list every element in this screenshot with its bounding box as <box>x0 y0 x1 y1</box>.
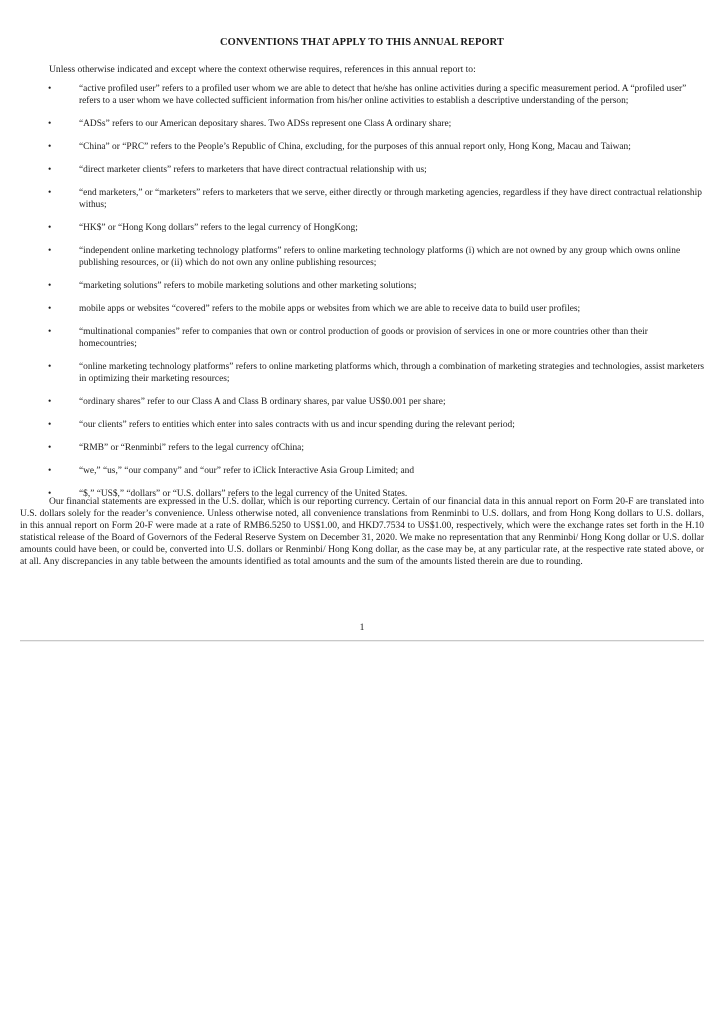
bullet-icon: • <box>48 223 52 233</box>
list-item <box>0 280 724 292</box>
list-item <box>0 419 724 431</box>
list-item-text: mobile apps or websites “covered” refers to the mobile apps or websites from which we are able to receive data to build user profiles; <box>79 304 581 314</box>
list-item <box>0 141 724 153</box>
bullet-icon: • <box>48 188 52 198</box>
list-item-text: “end marketers,” or “marketers” refers to marketers that we serve, either directly or through marketing agencies, regardless if they have direct contractual relationship withus; <box>79 188 702 210</box>
list-item-text: “direct marketer clients” refers to marketers that have direct contractual relationship with us; <box>79 165 427 175</box>
list-item-text: “ADSs” refers to our American depositary shares. Two ADSs represent one Class A ordinary share; <box>79 119 452 129</box>
list-item <box>0 303 724 315</box>
page-title: CONVENTIONS THAT APPLY TO THIS ANNUAL REPORT <box>220 37 504 48</box>
currency-conventions-paragraph: Our financial statements are expressed in the U.S. dollar, which is our reporting currency. Certain of our financial data in this annual report on Form 20-F are translated into U.S. dollars solely for the reader’s convenience. Unless otherwise noted, all convenience translations from Renminbi to U.S. dollars, and from Hong Kong dollars to U.S. dollars, in this annual report on Form 20-F were made at a rate of RMB6.5250 to US$1.00, and HKD7.7534 to US$1.00, respectively, which were the exchange rates set forth in the H.10 statistical release of the Board of Governors of the Federal Reserve System on December 31, 2020. We make no representation that any Renminbi/ Hong Kong dollar or U.S. dollar amounts could have been, or could be, converted into U.S. dollars or Renminbi/ Hong Kong dollar, as the case may be, at any particular rate, at the respective rate stated above, or at all. Any discrepancies in any table between the amounts identified as total amounts and the sum of the amounts listed therein are due to rounding. <box>20 497 704 567</box>
bullet-icon: • <box>48 165 52 175</box>
list-item-text: “ordinary shares” refer to our Class A and Class B ordinary shares, par value US$0.001 per share; <box>79 397 446 407</box>
list-item-text: “marketing solutions” refers to mobile marketing solutions and other marketing solutions; <box>79 281 417 291</box>
list-item <box>0 396 724 408</box>
bullet-icon: • <box>48 397 52 407</box>
list-item-text: “multinational companies” refer to companies that own or control production of goods or provision of services in one or more countries other than their homecountries; <box>79 327 648 349</box>
list-item-text: “online marketing technology platforms” refers to online marketing platforms which, through a combination of marketing strategies and technologies, assist marketers in optimizing their marketing resources; <box>79 362 705 384</box>
list-item <box>0 326 724 350</box>
list-item-text: “independent online marketing technology platforms” refers to online marketing technology platforms (i) which are not owned by any group which owns online publishing resources, or (ii) which do not own any online publishing resources; <box>79 246 681 268</box>
list-item <box>0 465 724 477</box>
bullet-icon: • <box>48 443 52 453</box>
list-item-text: “we,” “us,” “our company” and “our” refer to iClick Interactive Asia Group Limited; and <box>79 466 415 476</box>
bullet-icon: • <box>48 327 52 337</box>
list-item <box>0 83 724 107</box>
bullet-icon: • <box>48 304 52 314</box>
list-item <box>0 118 724 130</box>
bullet-icon: • <box>48 489 52 499</box>
bullet-icon: • <box>48 420 52 430</box>
list-item <box>0 187 724 211</box>
bullet-icon: • <box>48 119 52 129</box>
page-number: 1 <box>359 622 365 633</box>
bullet-icon: • <box>48 466 52 476</box>
list-item-text: “active profiled user” refers to a profiled user whom we are able to detect that he/she has online activities during a specific measurement period. A “profiled user” refers to a user whom we have collected sufficient information from his/her online activities to establish a descriptive understanding of the person; <box>79 84 687 106</box>
definitions-list <box>0 83 724 511</box>
list-item-text: “$,” “US$,” “dollars” or “U.S. dollars” refers to the legal currency of the United States. <box>79 489 408 499</box>
list-item-text: “RMB” or “Renminbi” refers to the legal currency ofChina; <box>79 443 304 453</box>
bullet-icon: • <box>48 142 52 152</box>
list-item <box>0 442 724 454</box>
footer-divider <box>20 640 704 641</box>
list-item <box>0 164 724 176</box>
intro-paragraph: Unless otherwise indicated and except where the context otherwise requires, references in this annual report to: <box>49 64 476 75</box>
bullet-icon: • <box>48 362 52 372</box>
list-item-text: “China” or “PRC” refers to the People’s Republic of China, excluding, for the purposes of this annual report only, Hong Kong, Macau and Taiwan; <box>79 142 631 152</box>
bullet-icon: • <box>48 246 52 256</box>
list-item <box>0 222 724 234</box>
list-item-text: “our clients” refers to entities which enter into sales contracts with us and incur spending during the relevant period; <box>79 420 515 430</box>
list-item <box>0 361 724 385</box>
bullet-icon: • <box>48 281 52 291</box>
list-item-text: “HK$” or “Hong Kong dollars” refers to the legal currency of HongKong; <box>79 223 358 233</box>
bullet-icon: • <box>48 84 52 94</box>
list-item <box>0 245 724 269</box>
